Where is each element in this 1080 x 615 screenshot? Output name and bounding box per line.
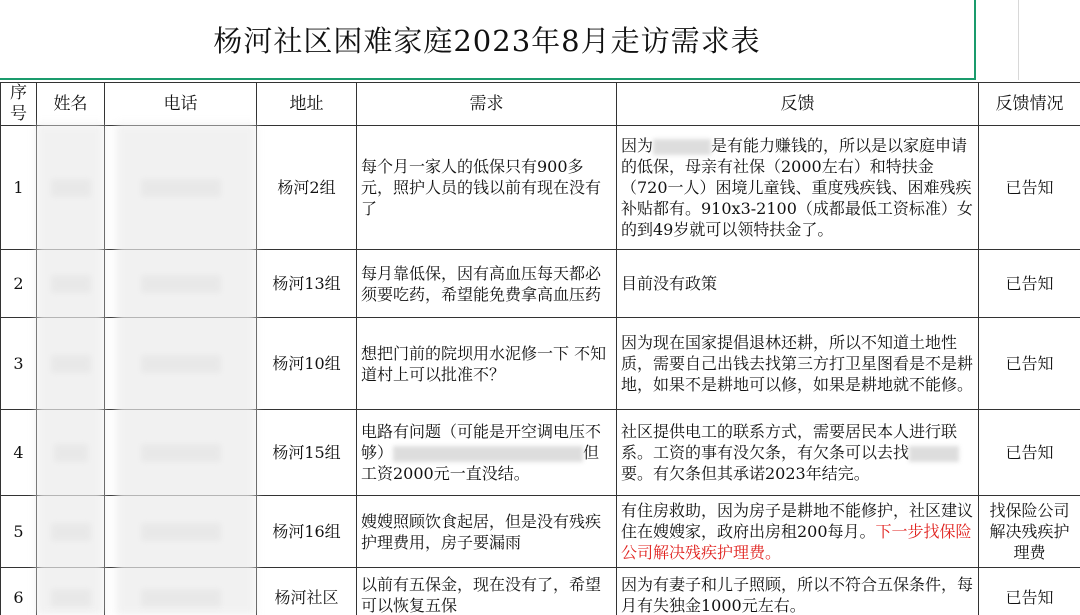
feedback-text: 有住房救助，因为房子是耕地不能修护，社区建议住在嫂嫂家，政府出房租200每月。: [621, 501, 974, 541]
page-title: 杨河社区困难家庭2023年8月走访需求表: [213, 23, 761, 58]
feedback-text: 是有能力赚钱的，所以是以家庭申请的低保，母亲有社保（2000左右）和特扶金（720一人）困境儿童钱、重度残疾钱、困难残疾补贴都有。910x3-2100（成都最低工资标准）女的到49岁就可以领特扶金了。: [621, 136, 973, 239]
feedback-cell[interactable]: 因为现在国家提倡退林还耕，所以不知道土地性质，需要自己出钱去找第三方打卫星图看是不是耕地，如果不是耕地可以修，如果是耕地就不能修。: [617, 318, 979, 410]
feedback-cell[interactable]: [617, 410, 979, 496]
need-cell[interactable]: 想把门前的院坝用水泥修一下 不知道村上可以批准不？: [357, 318, 617, 410]
header-feedback-status[interactable]: 反馈情况: [979, 83, 1080, 126]
status-cell[interactable]: 已告知: [979, 568, 1080, 615]
status-cell[interactable]: 已告知: [979, 410, 1080, 496]
feedback-cell[interactable]: [617, 496, 979, 568]
address-cell[interactable]: 杨河2组: [257, 126, 357, 250]
grid-line: [1018, 0, 1019, 80]
address-cell[interactable]: 杨河15组: [257, 410, 357, 496]
header-phone[interactable]: 电话: [105, 83, 257, 126]
row-no[interactable]: 1: [1, 126, 37, 250]
redacted-text: [393, 446, 583, 462]
redacted-text: [909, 446, 959, 462]
need-cell[interactable]: [357, 410, 617, 496]
feedback-next-step: 下一步找保险公司解决残疾护理费。: [621, 522, 972, 562]
header-need[interactable]: 需求: [357, 83, 617, 126]
header-no[interactable]: 序号: [1, 83, 37, 126]
address-cell[interactable]: 杨河13组: [257, 250, 357, 318]
feedback-text: 要。有欠条但其承诺2023年结完。: [621, 464, 870, 483]
row-no[interactable]: 2: [1, 250, 37, 318]
status-cell[interactable]: 找保险公司解决残疾护理费: [979, 496, 1080, 568]
feedback-text: 社区提供电工的联系方式，需要居民本人进行联系。工资的事有没欠条，有欠条可以去找: [621, 422, 958, 462]
row-no[interactable]: 5: [1, 496, 37, 568]
phone-column-blur: [116, 124, 256, 615]
header-address[interactable]: 地址: [257, 83, 357, 126]
need-cell[interactable]: 以前有五保金，现在没有了，希望可以恢复五保: [357, 568, 617, 615]
redacted-text: [653, 139, 711, 155]
header-feedback[interactable]: 反馈: [617, 83, 979, 126]
status-cell[interactable]: 已告知: [979, 318, 1080, 410]
row-no[interactable]: 4: [1, 410, 37, 496]
feedback-cell[interactable]: [617, 126, 979, 250]
title-cell[interactable]: [0, 0, 976, 80]
feedback-cell[interactable]: 因为有妻子和儿子照顾，所以不符合五保条件，每月有失独金1000元左右。: [617, 568, 979, 615]
address-cell[interactable]: 杨河16组: [257, 496, 357, 568]
feedback-cell[interactable]: 目前没有政策: [617, 250, 979, 318]
empty-cell[interactable]: [978, 0, 1080, 80]
row-no[interactable]: 6: [1, 568, 37, 615]
name-column-blur: [36, 124, 104, 615]
need-text: 电路有问题（可能是开空调电压不够）: [361, 422, 602, 462]
status-cell[interactable]: 已告知: [979, 250, 1080, 318]
need-cell[interactable]: 每月靠低保，因有高血压每天都必须要吃药，希望能免费拿高血压药: [357, 250, 617, 318]
need-cell[interactable]: 嫂嫂照顾饮食起居，但是没有残疾护理费用，房子要漏雨: [357, 496, 617, 568]
address-cell[interactable]: 杨河社区: [257, 568, 357, 615]
header-row: [1, 83, 1080, 126]
status-cell[interactable]: 已告知: [979, 126, 1080, 250]
address-cell[interactable]: 杨河10组: [257, 318, 357, 410]
header-name[interactable]: 姓名: [37, 83, 105, 126]
need-cell[interactable]: 每个月一家人的低保只有900多元，照护人员的钱以前有现在没有了: [357, 126, 617, 250]
row-no[interactable]: 3: [1, 318, 37, 410]
feedback-text: 因为: [621, 136, 654, 155]
need-text: 但工资2000元一直没结。: [361, 443, 600, 483]
